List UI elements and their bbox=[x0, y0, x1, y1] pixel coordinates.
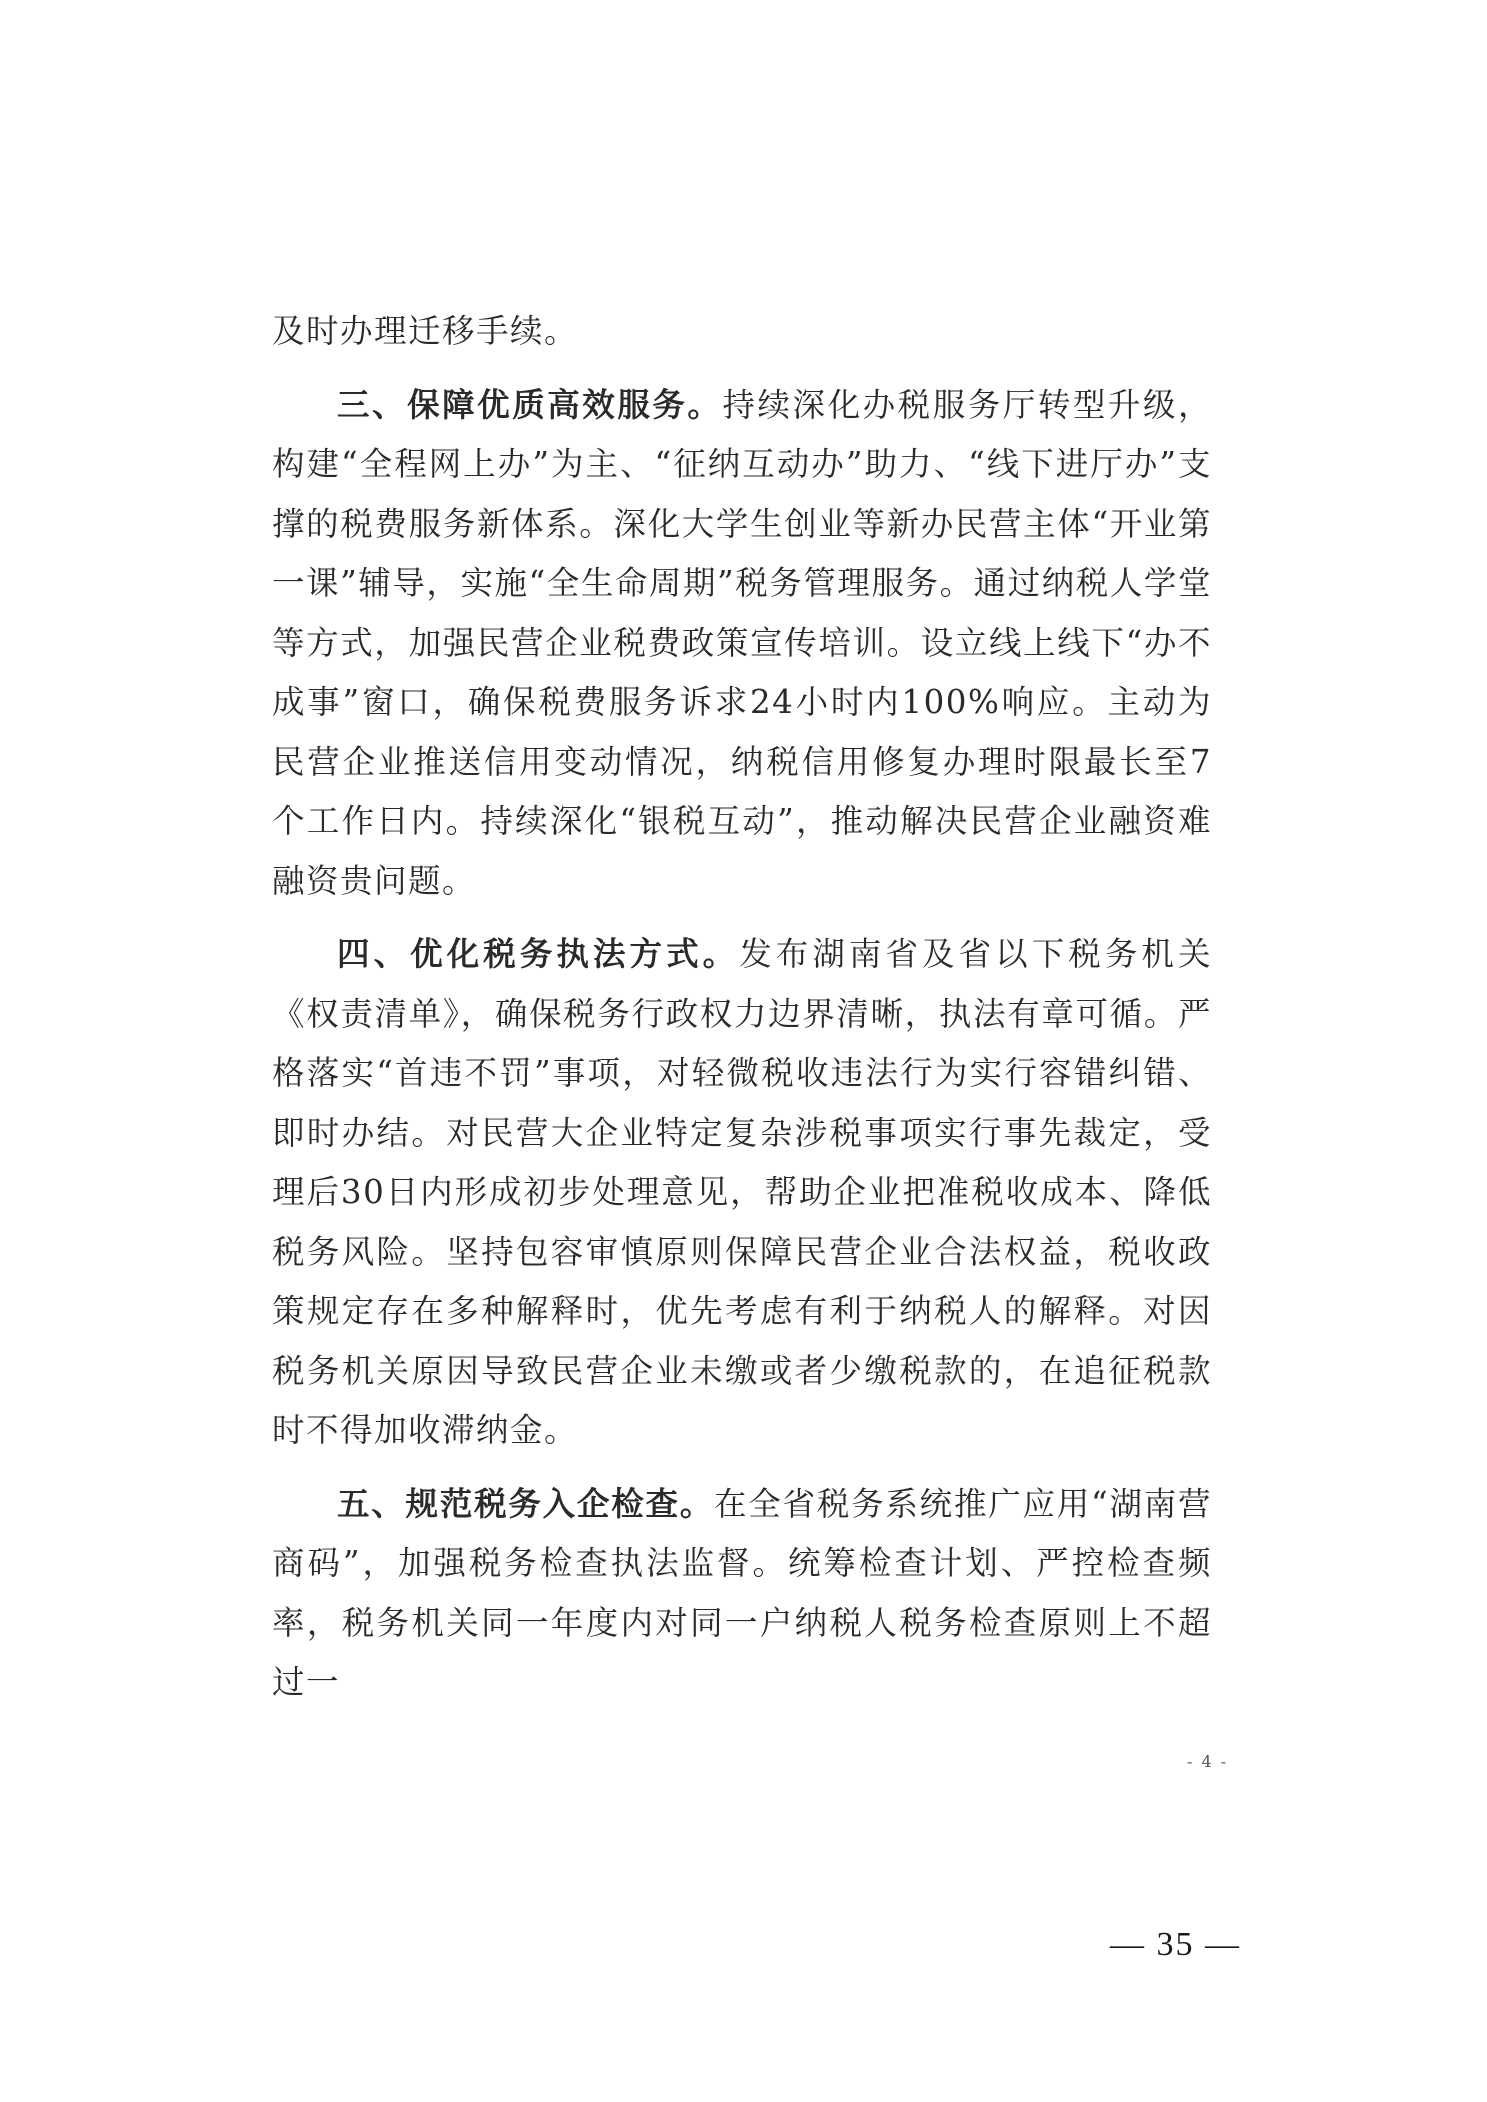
inner-page-number: - 4 - bbox=[1187, 1752, 1229, 1771]
paragraph-service bbox=[272, 376, 1212, 912]
paragraph-enforcement bbox=[272, 925, 1212, 1461]
paragraph-text: 发布湖南省及省以下税务机关《权责清单》，确保税务行政权力边界清晰，执法有章可循。严格落实“首违不罚”事项，对轻微税收违法行为实行容错纠错、即时办结。对民营大企业特定复杂涉税事项实行事先裁定，受理后30日内形成初步处理意见，帮助企业把准税收成本、降低税务风险。坚持包容审慎原则保障民营企业合法权益，税收政策规定存在多种解释时，优先考虑有利于纳税人的解释。对因税务机关原因导致民营企业未缴或者少缴税款的，在追征税款时不得加收滞纳金。 bbox=[272, 935, 1212, 1449]
body-text bbox=[272, 302, 1212, 1713]
section-heading: 五、规范税务入企检查。 bbox=[337, 1484, 715, 1523]
paragraph-inspection bbox=[272, 1475, 1212, 1713]
section-heading: 四、优化税务执法方式。 bbox=[337, 935, 740, 973]
paragraph-text: 及时办理迁移手续。 bbox=[272, 312, 579, 350]
outer-page-number: — 35 — bbox=[1110, 1926, 1241, 1963]
paragraph-text: 在全省税务系统推广应用“湖南营商码”，加强税务检查执法监督。统筹检查计划、严控检查频率，税务机关同一年度内对同一户纳税人税务检查原则上不超过一 bbox=[272, 1484, 1212, 1701]
paragraph-text: 持续深化办税服务厅转型升级，构建“全程网上办”为主、“征纳互动办”助力、“线下进厅办”支撑的税费服务新体系。深化大学生创业等新办民营主体“开业第一课”辅导，实施“全生命周期”税务管理服务。通过纳税人学堂等方式，加强民营企业税费政策宣传培训。设立线上线下“办不成事”窗口，确保税费服务诉求24小时内100%响应。主动为民营企业推送信用变动情况，纳税信用修复办理时限最长至7个工作日内。持续深化“银税互动”，推动解决民营企业融资难融资贵问题。 bbox=[272, 385, 1212, 900]
paragraph-continuation bbox=[272, 302, 1212, 362]
section-heading: 三、保障优质高效服务。 bbox=[337, 385, 723, 424]
